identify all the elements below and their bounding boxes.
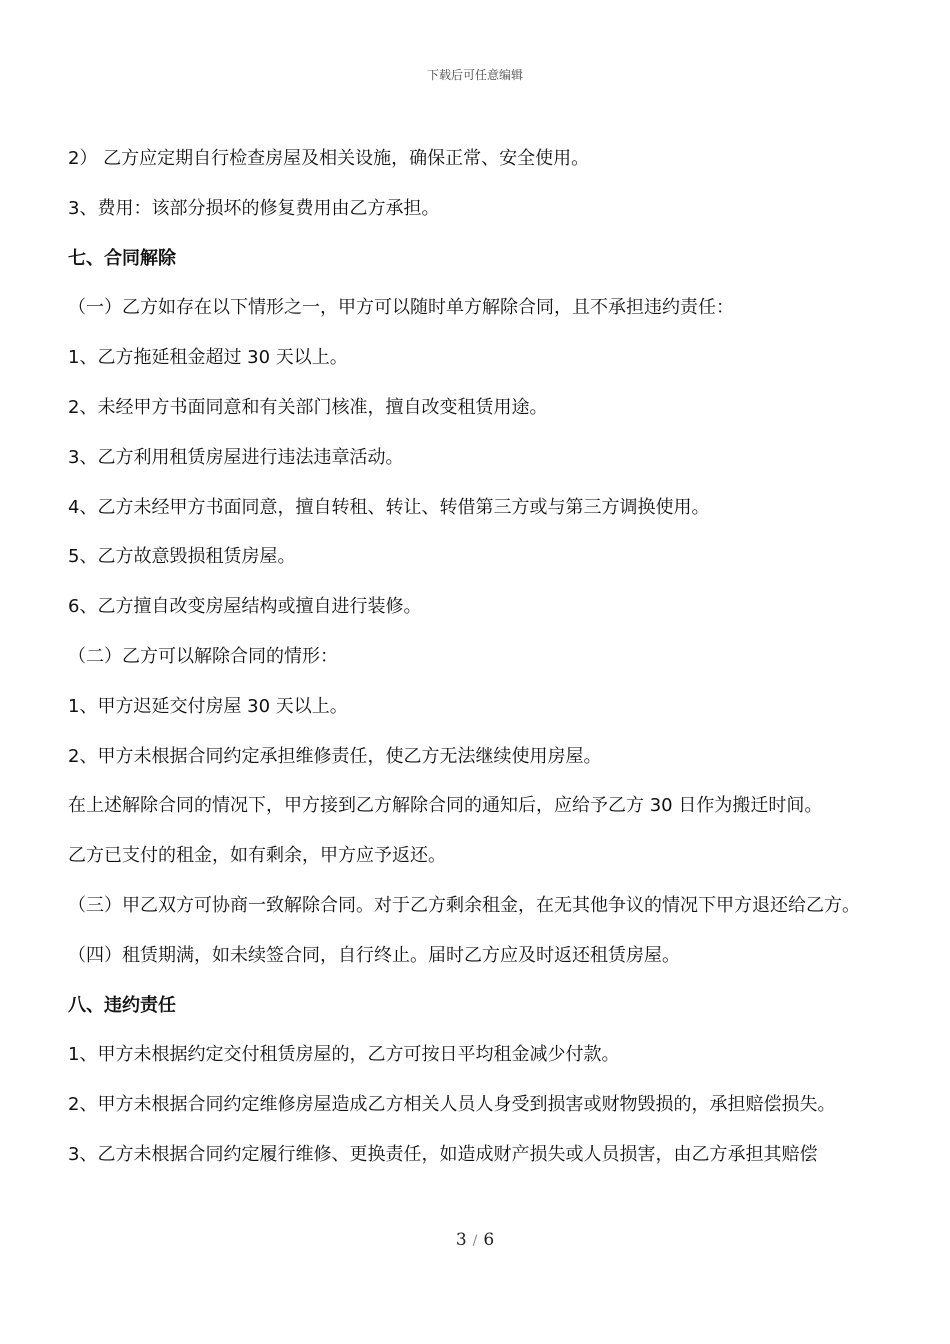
paragraph: 在上述解除合同的情况下，甲方接到乙方解除合同的通知后，应给予乙方 30 日作为搬迁时间。 <box>68 795 823 817</box>
section-heading: 七、合同解除 <box>68 247 176 269</box>
paragraph: 1、乙方拖延租金超过 30 天以上。 <box>68 347 348 369</box>
paragraph: （二）乙方可以解除合同的情形： <box>68 645 338 667</box>
page-separator: / <box>472 1233 478 1249</box>
page-total: 6 <box>483 1230 495 1250</box>
paragraph: 1、甲方迟延交付房屋 30 天以上。 <box>68 695 348 717</box>
paragraph: 2） 乙方应定期自行检查房屋及相关设施，确保正常、安全使用。 <box>68 148 590 169</box>
paragraph: （一）乙方如存在以下情形之一，甲方可以随时单方解除合同，且不承担违约责任： <box>68 297 734 319</box>
page-current: 3 <box>455 1230 467 1250</box>
section-heading: 八、违约责任 <box>68 994 176 1016</box>
paragraph: 3、费用：该部分损坏的修复费用由乙方承担。 <box>68 197 440 219</box>
paragraph: （三）甲乙双方可协商一致解除合同。对于乙方剩余租金，在无其他争议的情况下甲方退还给乙方。 <box>68 894 860 916</box>
paragraph: 2、甲方未根据合同约定维修房屋造成乙方相关人员人身受到损害或财物毁损的，承担赔偿损失。 <box>68 1094 836 1116</box>
document-body <box>68 134 888 1180</box>
paragraph: 3、乙方利用租赁房屋进行违法违章活动。 <box>68 446 404 468</box>
paragraph: 6、乙方擅自改变房屋结构或擅自进行装修。 <box>68 596 422 618</box>
paragraph: 1、甲方未根据约定交付租赁房屋的，乙方可按日平均租金减少付款。 <box>68 1044 620 1066</box>
header-note: 下载后可任意编辑 <box>426 68 523 82</box>
paragraph: 5、乙方故意毁损租赁房屋。 <box>68 546 296 568</box>
paragraph: 2、未经甲方书面同意和有关部门核准，擅自改变租赁用途。 <box>68 396 548 418</box>
paragraph: 2、甲方未根据合同约定承担维修责任，使乙方无法继续使用房屋。 <box>68 745 602 767</box>
paragraph: 4、乙方未经甲方书面同意，擅自转租、转让、转借第三方或与第三方调换使用。 <box>68 496 710 518</box>
paragraph: 乙方已支付的租金，如有剩余，甲方应予返还。 <box>68 845 446 867</box>
paragraph: 3、乙方未根据合同约定履行维修、更换责任，如造成财产损失或人员损害，由乙方承担其赔偿 <box>68 1143 818 1165</box>
page-number <box>0 1230 950 1250</box>
paragraph: （四）租赁期满，如未续签合同，自行终止。届时乙方应及时返还租赁房屋。 <box>68 944 680 966</box>
